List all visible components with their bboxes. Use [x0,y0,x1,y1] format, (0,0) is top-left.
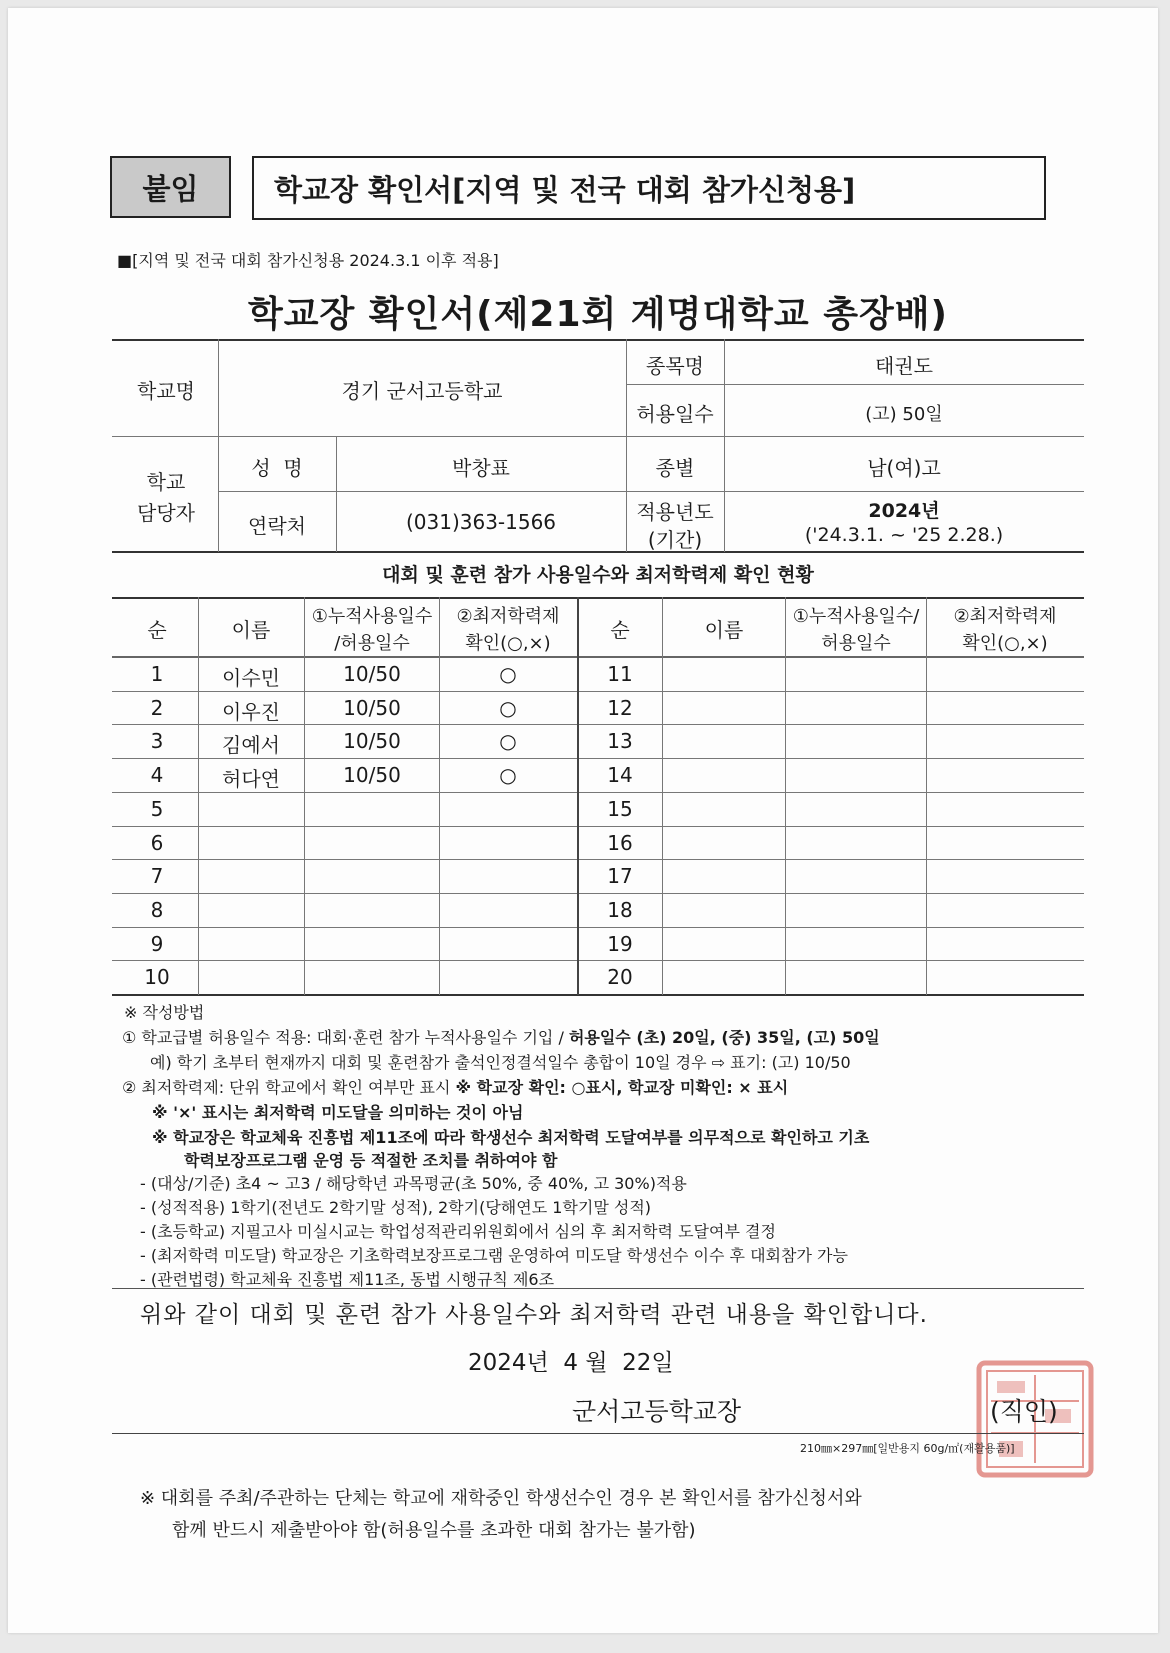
name-value: 박창표 [452,456,510,480]
left-row-days: 10/50 [343,763,401,788]
info-line [626,384,1084,385]
scope-note: ■[지역 및 전국 대회 참가신청용 2024.3.1 이후 적용] [117,251,499,270]
left-row-days: 10/50 [343,662,401,686]
detail-2: - (성적적용) 1학기(전년도 2학기말 성적), 2학기(당해연도 1학기말 성적) [140,1198,652,1217]
info-vline [724,339,725,552]
info-vline [218,339,219,552]
detail-1: - (대상/기준) 초4 ~ 고3 / 해당학년 과목평균(초 50%, 중 40%, 고 30%)적용 [140,1174,687,1193]
left-row-seq: 9 [150,931,164,956]
left-row-seq: 2 [150,695,164,720]
contact-label: 연락처 [248,514,306,538]
notes-bottom-line [112,1288,1084,1289]
header-seq-right: 순 [610,618,630,642]
period-label-2: (기간) [647,528,703,552]
footer-note-1: ※ 대회를 주최/주관하는 단체는 학교에 재학중인 학생선수인 경우 본 확인서를 참가신청서와 [140,1488,862,1509]
detail-5: - (관련법령) 학교체육 진흥법 제11조, 동법 시행규칙 제6조 [140,1270,555,1289]
info-top-border [112,339,1084,341]
right-row-seq: 14 [607,763,633,788]
right-row-seq: 13 [607,729,633,754]
notes-heading: ※ 작성방법 [124,1003,205,1022]
confirmation-date: 2024년 4 월 22일 [468,1350,674,1376]
period-label-1: 적용년도 [636,500,714,524]
right-row-seq: 16 [607,830,633,855]
school-label: 학교명 [137,379,195,403]
confirmation-text: 위와 같이 대회 및 훈련 참가 사용일수와 최저학력 관련 내용을 확인합니다. [140,1302,928,1328]
note-2 [122,1075,788,1098]
left-row-seq: 4 [150,763,164,788]
contact-value: (031)363-1566 [405,510,557,534]
manager-label-2: 담당자 [137,501,195,525]
status-vline [785,597,786,995]
status-header-border [112,656,1084,658]
allowed-days-value: (고) 50일 [865,404,943,425]
info-bottom-border [112,551,1084,553]
left-row-name: 이우진 [222,699,280,724]
signer-name: 군서고등학교장 [572,1397,742,1426]
period-year: 2024년 [868,500,940,522]
left-row-seq: 10 [144,965,170,990]
right-row-seq: 18 [607,897,633,922]
status-vline [304,597,305,995]
right-row-seq: 11 [607,662,633,686]
status-bottom-border [112,994,1084,996]
signature-bottom-line [112,1433,1084,1434]
table-row-divider [112,826,1084,827]
header-days-1: ①누적사용일수 [311,606,433,627]
note-4b: 학력보장프로그램 운영 등 적절한 조치를 취하여야 함 [184,1151,558,1170]
table-row-divider [112,859,1084,860]
left-row-name: 김예서 [222,733,280,758]
left-row-seq: 1 [150,662,164,686]
left-row-acad: ○ [499,763,517,788]
note-2-text: ② 최저학력제: 단위 학교에서 확인 여부만 표시 [122,1078,456,1097]
status-vline [662,597,663,995]
header-days-right-1: ①누적사용일수/ [792,606,920,627]
status-vline [439,597,440,995]
left-row-name: 이수민 [222,666,280,690]
header-days-right-2: 허용일수 [821,633,891,654]
status-center-divider [577,597,579,995]
header-name: 이름 [231,618,271,642]
info-line [218,491,1084,492]
status-vline [926,597,927,995]
category-value: 남(여)고 [867,456,941,480]
note-1-example: 예) 학기 초부터 현재까지 대회 및 훈련참가 출석인정결석일수 총합이 10일 경우 ⇨ 표기: (고) 10/50 [150,1053,851,1072]
header-name-right: 이름 [704,618,744,642]
info-vline [336,436,337,552]
detail-3: - (초등학교) 지필고사 미실시교는 학업성적관리위원회에서 심의 후 최저학력 도달여부 결정 [140,1222,776,1241]
period-range: ('24.3.1. ~ '25 2.28.) [804,524,1004,546]
left-row-acad: ○ [499,662,517,686]
table-row-divider [112,960,1084,961]
left-row-seq: 3 [150,729,164,754]
right-row-seq: 19 [607,931,633,956]
detail-4: - (최저학력 미도달) 학교장은 기초학력보장프로그램 운영하여 미도달 학생선수 이수 후 대회참가 가능 [140,1246,848,1265]
manager-label-1: 학교 [146,470,186,494]
right-row-seq: 20 [607,965,633,990]
footer-note-2: 함께 반드시 제출받아야 함(허용일수를 초과한 대회 참가는 불가함) [172,1520,696,1541]
right-row-seq: 12 [607,695,633,720]
school-value: 경기 군서고등학교 [341,379,503,403]
category-label: 종별 [655,456,695,480]
left-row-seq: 5 [150,796,164,821]
note-1 [122,1025,880,1048]
event-value: 태권도 [875,354,933,378]
header-acad-1: ②최저학력제 [456,606,560,627]
left-row-seq: 8 [150,897,164,922]
info-vline [626,339,627,552]
left-row-seq: 7 [150,864,164,889]
form-title-box: 학교장 확인서[지역 및 전국 대회 참가신청용] [252,156,1046,220]
status-top-border [112,597,1084,599]
note-4a: ※ 학교장은 학교체육 진흥법 제11조에 따라 학생선수 최저학력 도달여부를 의무적으로 확인하고 기초 [152,1128,870,1147]
header-seq: 순 [147,618,167,642]
header-acad-right-2: 확인(○,×) [962,633,1048,654]
right-row-seq: 15 [607,796,633,821]
left-row-acad: ○ [499,695,517,720]
note-1-bold: 허용일수 (초) 20일, (중) 35일, (고) 50일 [568,1028,880,1047]
note-2-bold: ※ 학교장 확인: ○표시, 학교장 미확인: × 표시 [455,1078,789,1097]
left-row-days: 10/50 [343,695,401,720]
header-acad-right-1: ②최저학력제 [953,606,1057,627]
table-row-divider [112,927,1084,928]
paper-spec: 210㎜×297㎜[일반용지 60g/㎡(재활용품)] [800,1442,1015,1455]
status-vline [198,597,199,995]
allowed-days-label: 허용일수 [636,402,714,426]
note-1-text: ① 학교급별 허용일수 적용: 대회·훈련 참가 누적사용일수 기입 / [122,1028,569,1047]
header-acad-2: 확인(○,×) [465,633,551,654]
left-row-seq: 6 [150,830,164,855]
status-title: 대회 및 훈련 참가 사용일수와 최저학력제 확인 현황 [382,564,814,586]
left-row-acad: ○ [499,729,517,754]
seal-label: (직인) [990,1397,1058,1426]
note-3: ※ '×' 표시는 최저학력 미도달을 의미하는 것이 아님 [152,1103,524,1122]
left-row-days: 10/50 [343,729,401,754]
right-row-seq: 17 [607,864,633,889]
info-line [112,436,1084,437]
attachment-badge: 붙임 [110,156,231,218]
table-row-divider [112,893,1084,894]
header-days-2: /허용일수 [334,633,410,654]
document-title: 학교장 확인서(제21회 계명대학교 총장배) [247,294,949,335]
event-label: 종목명 [646,354,704,378]
name-label: 성 명 [251,456,303,480]
left-row-name: 허다연 [222,767,280,792]
